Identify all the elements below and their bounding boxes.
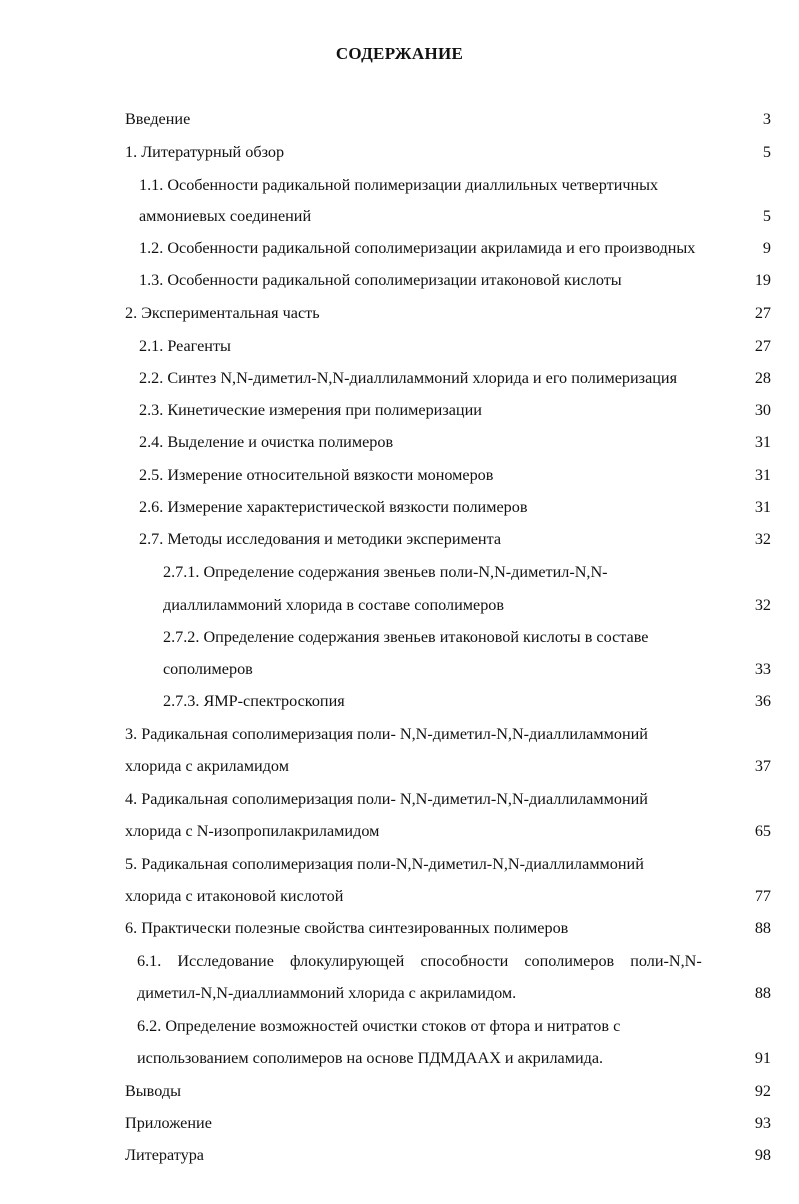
toc-entry-text: 6. Практически полезные свойства синтезированных полимеров [125,919,569,937]
toc-entry-text: 6.2. Определение возможностей очистки стоков от фтора и нитратов с [137,1017,621,1035]
toc-entry-text: 4. Радикальная сополимеризация поли- N,N-диметил-N,N-диаллиламмоний [125,790,648,808]
toc-page-number: 93 [754,1114,771,1132]
toc-page-number: 91 [754,1049,771,1067]
toc-page-number: 9 [762,239,771,257]
toc-entry-text: Выводы [125,1082,181,1100]
toc-entry-text: диаллиламмоний хлорида в составе сополимеров [163,596,505,614]
toc-entry-text: 1.2. Особенности радикальной сополимеризации акриламида и его производных [139,239,696,257]
page-title: СОДЕРЖАНИЕ [335,44,464,63]
toc-page-number: 37 [754,757,771,775]
toc-page-number: 5 [762,143,771,161]
toc-entry-text: 5. Радикальная сополимеризация поли-N,N-диметил-N,N-диаллиламмоний [125,855,644,873]
toc-page-number: 88 [754,919,771,937]
toc-page-number: 33 [754,660,771,678]
toc-entry-text: 1.3. Особенности радикальной сополимеризации итаконовой кислоты [139,271,622,289]
toc-entry-text: 6.1. Исследование флокулирующей способности сополимеров поли-N,N- [137,952,702,970]
toc-entry-text: 2.2. Синтез N,N-диметил-N,N-диаллиламмоний хлорида и его полимеризация [139,369,678,387]
toc-entry-text: хлорида с акриламидом [125,757,289,775]
toc-entry-text: Введение [125,110,191,128]
toc-page-number: 88 [754,984,771,1002]
toc-entry-text: 1.1. Особенности радикальной полимеризации диаллильных четвертичных [139,176,659,194]
toc-page-number: 31 [754,498,771,516]
toc-page-number: 27 [754,304,771,322]
toc-page-number: 31 [754,466,771,484]
toc-entry-text: 3. Радикальная сополимеризация поли- N,N-диметил-N,N-диаллиламмоний [125,725,648,743]
toc-page-number: 92 [754,1082,771,1100]
toc-page-number: 19 [754,271,771,289]
toc-page-number: 28 [754,369,771,387]
toc-entry-text: 2.7.3. ЯМР-спектроскопия [163,692,345,710]
toc-page-number: 32 [754,596,771,614]
toc-entry-text: Литература [125,1146,204,1164]
toc-entry-text: Приложение [125,1114,212,1132]
toc-page-number: 31 [754,433,771,451]
toc-entry-text: хлорида с итаконовой кислотой [125,887,344,905]
toc-entry-section-6-1 [137,946,739,976]
toc-page-number: 3 [762,110,771,128]
toc-entry-text: 2.7.2. Определение содержания звеньев итаконовой кислоты в составе [163,628,649,646]
toc-entry-text: 2.6. Измерение характеристической вязкости полимеров [139,498,528,516]
toc-page-number: 27 [754,337,771,355]
toc-entry-text: 2.4. Выделение и очистка полимеров [139,433,394,451]
toc-entry-text: 2.1. Реагенты [139,337,231,355]
toc-entry-text: 1. Литературный обзор [125,143,285,161]
toc-page-number: 77 [754,887,771,905]
toc-entry-text: 2.7. Методы исследования и методики эксперимента [139,530,502,548]
toc-entry-text: хлорида с N-изопропилакриламидом [125,822,380,840]
toc-page-number: 30 [754,401,771,419]
toc-page-number: 36 [754,692,771,710]
toc-entry-text: 2.5. Измерение относительной вязкости мономеров [139,466,494,484]
toc-entry-text: 2.7.1. Определение содержания звеньев поли-N,N-диметил-N,N- [163,563,608,581]
toc-entry-text: использованием сополимеров на основе ПДМДААХ и акриламида. [137,1049,604,1067]
toc-entry-text: 2.3. Кинетические измерения при полимеризации [139,401,482,419]
toc-page-number: 5 [762,207,771,225]
toc-page-number: 65 [754,822,771,840]
toc-entry-text: сополимеров [163,660,253,678]
toc-page-number: 32 [754,530,771,548]
toc-page-number: 98 [754,1146,771,1164]
toc-entry-text: 2. Экспериментальная часть [125,304,320,322]
toc-entry-text: аммониевых соединений [139,207,312,225]
toc-entry-text: диметил-N,N-диаллиаммоний хлорида с акриламидом. [137,984,517,1002]
